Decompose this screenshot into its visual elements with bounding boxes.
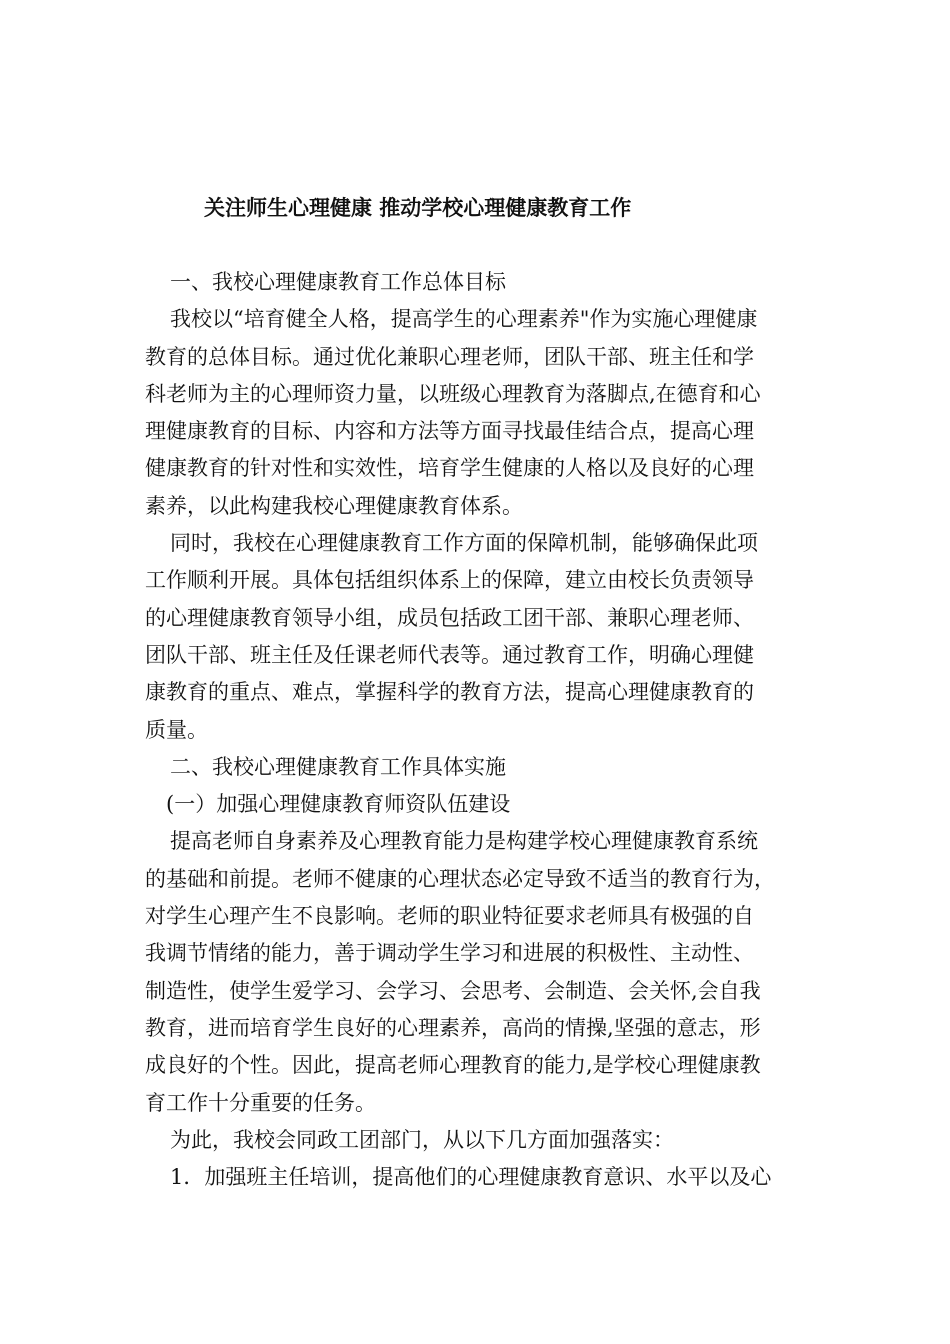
text-line: 我校以“培育健全人格，提高学生的心理素养"作为实施心理健康 (170, 307, 758, 332)
text-line: 成良好的个性。因此，提高老师心理教育的能力,是学校心理健康教 (145, 1053, 761, 1078)
document-body (145, 264, 825, 1196)
text-line: 1．加强班主任培训，提高他们的心理健康教育意识、水平以及心 (170, 1165, 772, 1190)
text-line: 健康教育的针对性和实效性，培育学生健康的人格以及良好的心理 (145, 456, 754, 481)
text-line: 对学生心理产生不良影响。老师的职业特征要求老师具有极强的自 (145, 904, 754, 929)
text-line: 教育的总体目标。通过优化兼职心理老师，团队干部、班主任和学 (145, 344, 754, 369)
text-line: 理健康教育的目标、内容和方法等方面寻找最佳结合点，提高心理 (145, 419, 754, 444)
text-line: 二、我校心理健康教育工作具体实施 (170, 754, 506, 779)
text-line: 素养，以此构建我校心理健康教育体系。 (145, 493, 523, 518)
text-line: 制造性，使学生爱学习、会学习、会思考、会制造、会关怀,会自我 (145, 978, 761, 1003)
text-line: 一、我校心理健康教育工作总体目标 (170, 270, 506, 294)
text-line: 我调节情绪的能力，善于调动学生学习和进展的积极性、主动性、 (145, 941, 754, 966)
text-line: 的心理健康教育领导小组，成员包括政工团干部、兼职心理老师、 (145, 605, 754, 630)
text-line: 质量。 (145, 717, 208, 742)
text-line: 为此，我校会同政工团部门，从以下几方面加强落实： (170, 1127, 674, 1152)
text-line: 同时，我校在心理健康教育工作方面的保障机制，能够确保此项 (170, 531, 758, 556)
text-line: 康教育的重点、难点，掌握科学的教育方法，提高心理健康教育的 (145, 680, 754, 705)
text-line: 科老师为主的心理师资力量，以班级心理教育为落脚点,在德育和心 (145, 381, 761, 406)
text-line: 提高老师自身素养及心理教育能力是构建学校心理健康教育系统 (170, 829, 758, 854)
document-title: 关注师生心理健康 推动学校心理健康教育工作 (204, 195, 632, 220)
text-line: 育工作十分重要的任务。 (145, 1090, 376, 1115)
text-line: 的基础和前提。老师不健康的心理状态必定导致不适当的教育行为， (145, 866, 775, 891)
text-line: 教育，进而培育学生良好的心理素养，高尚的情操,坚强的意志，形 (145, 1015, 761, 1040)
text-line: (一）加强心理健康教育师资队伍建设 (166, 792, 511, 817)
text-line: 团队干部、班主任及任课老师代表等。通过教育工作，明确心理健 (145, 642, 754, 667)
text-line: 工作顺利开展。具体包括组织体系上的保障，建立由校长负责领导 (145, 568, 754, 593)
